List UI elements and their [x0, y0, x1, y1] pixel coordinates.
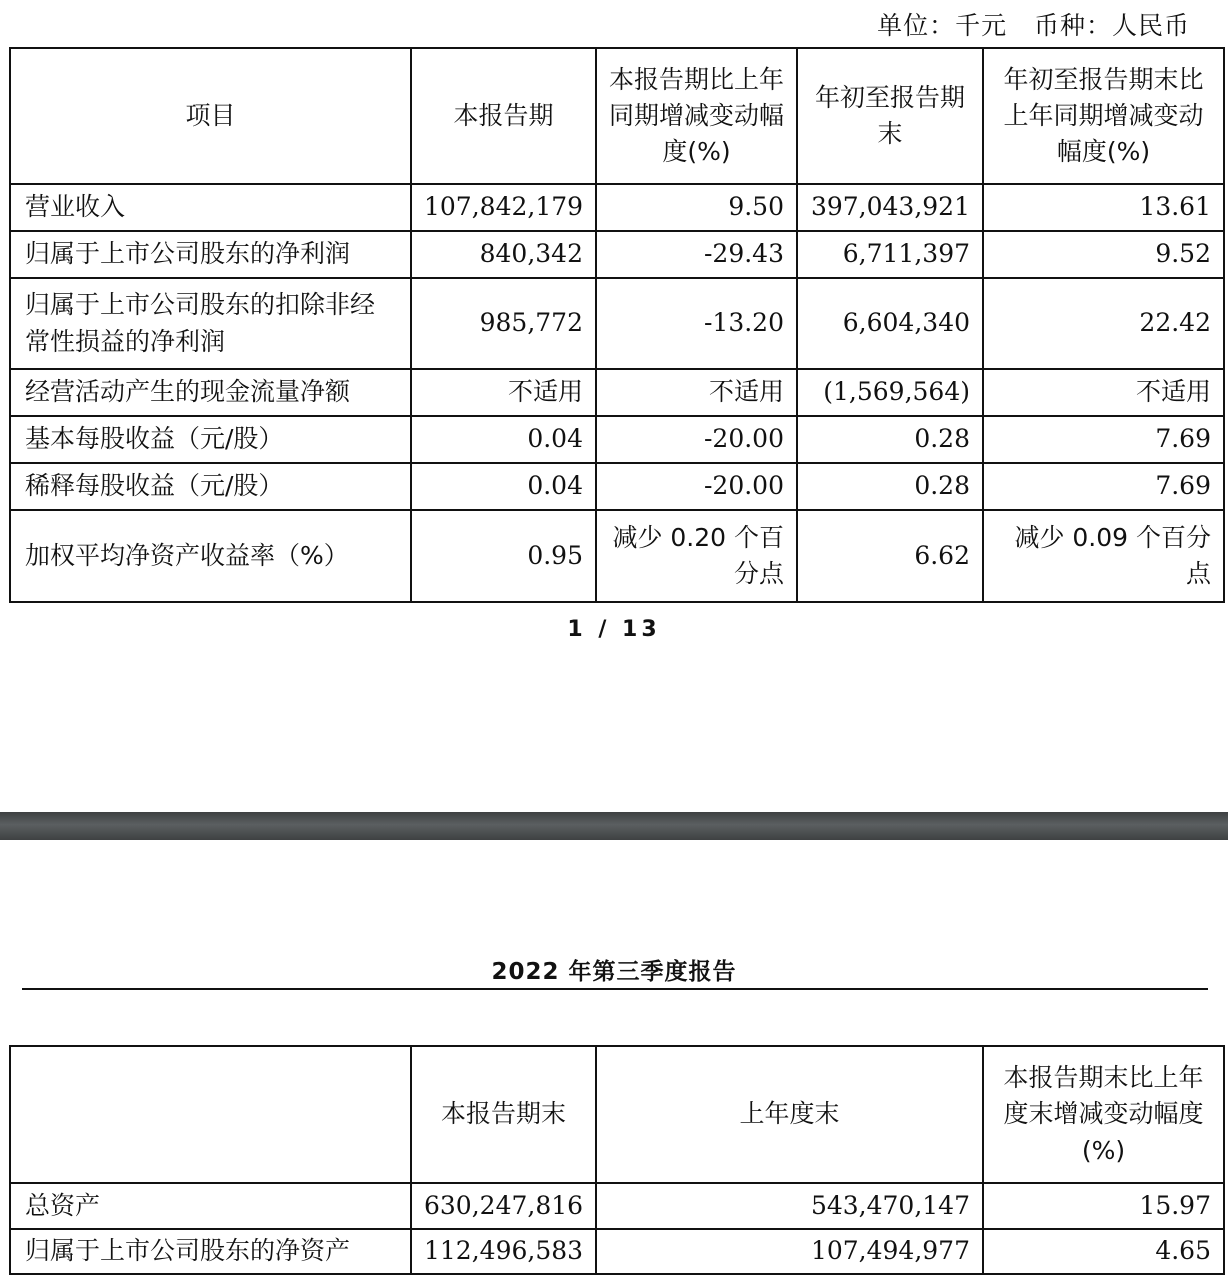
- table-row: [10, 184, 1224, 231]
- cell-value: -20.00: [596, 416, 797, 463]
- cell-value: 985,772: [411, 278, 596, 369]
- cell-value: 107,494,977: [596, 1229, 983, 1274]
- row-label: 基本每股收益（元/股）: [10, 416, 411, 463]
- row-label: 归属于上市公司股东的净利润: [10, 231, 411, 278]
- row-label: 营业收入: [10, 184, 411, 231]
- cell-value: 107,842,179: [411, 184, 596, 231]
- cell-value: 15.97: [983, 1183, 1224, 1229]
- row-label: 总资产: [10, 1183, 411, 1229]
- unit-currency-note: 单位：千元 币种：人民币: [877, 11, 1190, 40]
- title-divider: [22, 988, 1208, 990]
- header-prior-year-end: 上年度末: [596, 1046, 983, 1183]
- report-title: 2022 年第三季度报告: [491, 959, 737, 985]
- row-label: 加权平均净资产收益率（%）: [10, 510, 411, 602]
- page-number: 1 / 13: [567, 617, 661, 642]
- cell-value: 0.28: [797, 416, 983, 463]
- table-row: [10, 463, 1224, 510]
- cell-value: 13.61: [983, 184, 1224, 231]
- cell-value: 7.69: [983, 463, 1224, 510]
- cell-value: 4.65: [983, 1229, 1224, 1274]
- page-separator: [0, 812, 1228, 840]
- header-ytd: 年初至报告期末: [797, 48, 983, 184]
- header-period-end: 本报告期末: [411, 1046, 596, 1183]
- table-header-row: [10, 1046, 1224, 1183]
- table-row: [10, 416, 1224, 463]
- cell-value: 630,247,816: [411, 1183, 596, 1229]
- cell-value: 9.50: [596, 184, 797, 231]
- cell-value: 22.42: [983, 278, 1224, 369]
- cell-value: 不适用: [596, 369, 797, 416]
- cell-value: 0.95: [411, 510, 596, 602]
- cell-value: (1,569,564): [797, 369, 983, 416]
- header-item: 项目: [10, 48, 411, 184]
- cell-value: 6,711,397: [797, 231, 983, 278]
- cell-value: 9.52: [983, 231, 1224, 278]
- cell-value: -13.20: [596, 278, 797, 369]
- row-label: 经营活动产生的现金流量净额: [10, 369, 411, 416]
- cell-value: 7.69: [983, 416, 1224, 463]
- header-current-period-change: 本报告期比上年同期增减变动幅度(%): [596, 48, 797, 184]
- cell-value: -20.00: [596, 463, 797, 510]
- cell-value: 不适用: [983, 369, 1224, 416]
- cell-value: 543,470,147: [596, 1183, 983, 1229]
- cell-value: 减少 0.20 个百分点: [596, 510, 797, 602]
- cell-value: 112,496,583: [411, 1229, 596, 1274]
- table-row: [10, 369, 1224, 416]
- row-label: 稀释每股收益（元/股）: [10, 463, 411, 510]
- cell-value: 减少 0.09 个百分点: [983, 510, 1224, 602]
- cell-value: -29.43: [596, 231, 797, 278]
- table-header-row: [10, 48, 1224, 184]
- table-row: [10, 510, 1224, 602]
- header-ytd-change: 年初至报告期末比上年同期增减变动幅度(%): [983, 48, 1224, 184]
- cell-value: 397,043,921: [797, 184, 983, 231]
- header-item: [10, 1046, 411, 1183]
- header-change: 本报告期末比上年度末增减变动幅度(%): [983, 1046, 1224, 1183]
- row-label: 归属于上市公司股东的净资产: [10, 1229, 411, 1274]
- cell-value: 840,342: [411, 231, 596, 278]
- key-financial-data-table: [9, 47, 1225, 603]
- cell-value: 0.04: [411, 416, 596, 463]
- cell-value: 0.28: [797, 463, 983, 510]
- balance-data-table: [9, 1045, 1225, 1275]
- cell-value: 0.04: [411, 463, 596, 510]
- cell-value: 6.62: [797, 510, 983, 602]
- table-row: [10, 1229, 1224, 1274]
- table-row: [10, 231, 1224, 278]
- header-current-period: 本报告期: [411, 48, 596, 184]
- table-row: [10, 1183, 1224, 1229]
- cell-value: 不适用: [411, 369, 596, 416]
- table-row: [10, 278, 1224, 369]
- cell-value: 6,604,340: [797, 278, 983, 369]
- row-label: 归属于上市公司股东的扣除非经常性损益的净利润: [10, 278, 411, 369]
